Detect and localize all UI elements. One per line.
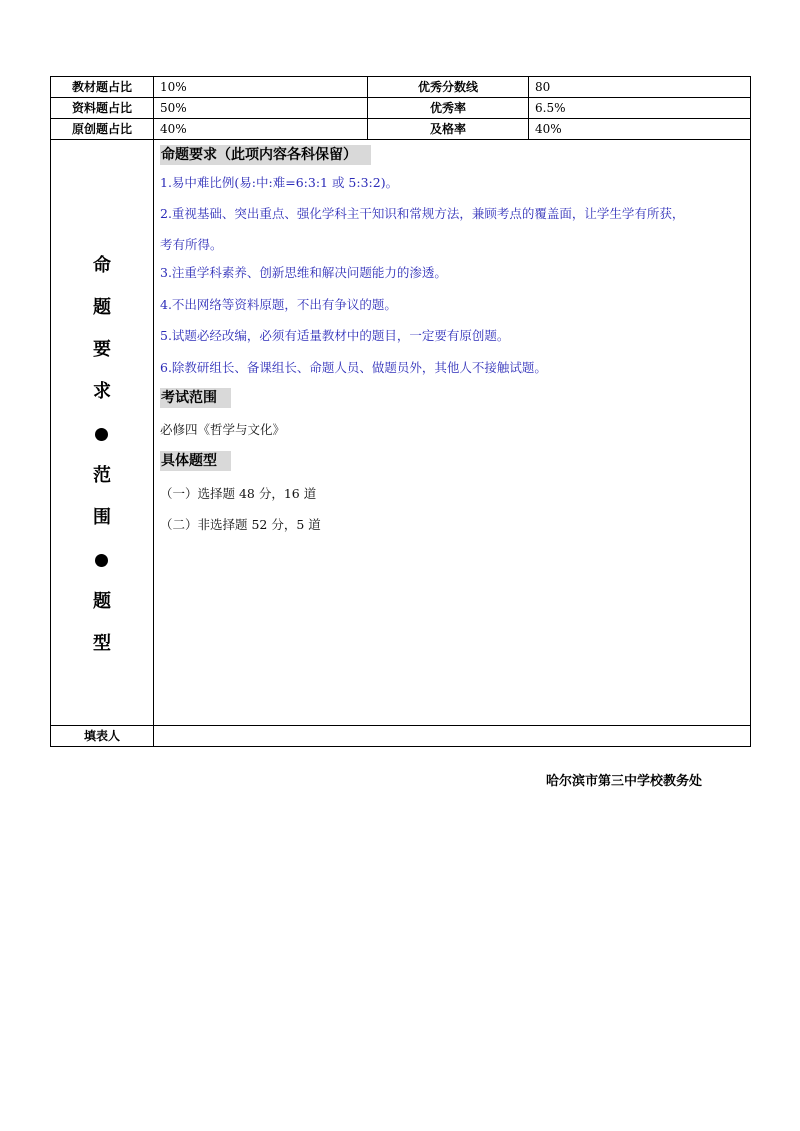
- content-box: [160, 145, 744, 720]
- cell-label: 教材题占比: [51, 77, 154, 98]
- side-char: 题: [93, 591, 111, 612]
- question-type-item: （一）选择题 48 分，16 道: [160, 486, 317, 501]
- table-row: [51, 98, 751, 119]
- exam-plan-table: [50, 76, 751, 747]
- cell-label: 资料题占比: [51, 98, 154, 119]
- question-types-heading: 具体题型: [160, 451, 231, 471]
- requirement-item: 2.重视基础、突出重点、强化学科主干知识和常规方法，兼顾考点的覆盖面，让学生学有所获，: [160, 206, 685, 221]
- question-type-item: （二）非选择题 52 分，5 道: [160, 517, 321, 532]
- table-row-filler: [51, 726, 751, 747]
- requirements-heading: 命题要求（此项内容各科保留）: [160, 145, 371, 165]
- cell-label: 及格率: [368, 119, 529, 140]
- table-row: [51, 77, 751, 98]
- side-char: 题: [93, 297, 111, 318]
- side-label: [51, 245, 153, 665]
- table-row-requirements: [51, 140, 751, 726]
- issuing-office: 哈尔滨市第三中学校教务处: [546, 774, 703, 789]
- content-cell: [154, 140, 751, 726]
- side-char: 型: [93, 633, 111, 654]
- cell-label: 原创题占比: [51, 119, 154, 140]
- cell-value: 6.5%: [529, 98, 751, 119]
- requirement-item: 5.试题必经改编，必须有适量教材中的题目，一定要有原创题。: [160, 328, 510, 343]
- requirement-item: 考有所得。: [160, 237, 223, 252]
- requirement-item: 6.除教研组长、备课组长、命题人员、做题员外，其他人不接触试题。: [160, 360, 547, 375]
- side-char: 求: [93, 381, 111, 402]
- side-label-cell: [51, 140, 154, 726]
- bullet-dot-icon: [51, 413, 153, 455]
- cell-label: 优秀分数线: [368, 77, 529, 98]
- requirement-item: 4.不出网络等资料原题，不出有争议的题。: [160, 297, 397, 312]
- cell-value: 40%: [529, 119, 751, 140]
- cell-value: 80: [529, 77, 751, 98]
- table-row: [51, 119, 751, 140]
- filler-label: 填表人: [51, 726, 154, 747]
- side-char: 命: [93, 255, 111, 276]
- side-char: 范: [93, 465, 111, 486]
- bullet-dot-icon: [51, 539, 153, 581]
- cell-value: 50%: [154, 98, 368, 119]
- cell-label: 优秀率: [368, 98, 529, 119]
- side-char: 围: [93, 507, 111, 528]
- filler-value: [154, 726, 751, 747]
- cell-value: 10%: [154, 77, 368, 98]
- scope-heading: 考试范围: [160, 388, 231, 408]
- side-char: 要: [93, 339, 111, 360]
- requirement-item: 3.注重学科素养、创新思维和解决问题能力的渗透。: [160, 265, 447, 280]
- requirement-item: 1.易中难比例(易:中:难=6:3:1 或 5:3:2)。: [160, 175, 399, 190]
- scope-text: 必修四《哲学与文化》: [160, 422, 286, 437]
- cell-value: 40%: [154, 119, 368, 140]
